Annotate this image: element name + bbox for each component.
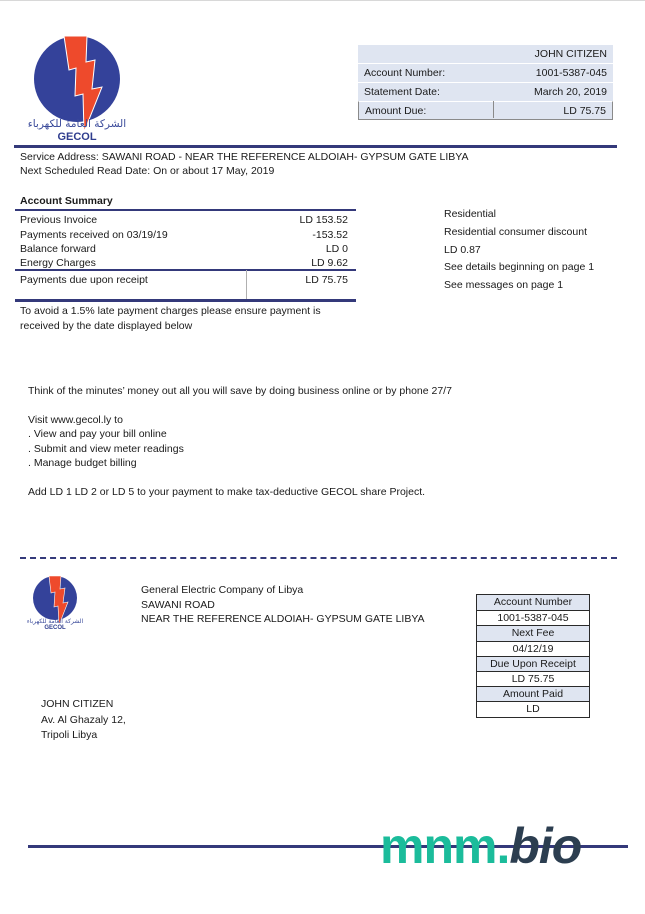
- payment-stub-box: [476, 594, 590, 718]
- late-notice-line-2: received by the date displayed below: [20, 320, 193, 332]
- next-read-date: Next Scheduled Read Date: On or about 17 May, 2019: [20, 165, 275, 177]
- statement-date-value: March 20, 2019: [534, 86, 607, 98]
- stub-due-label: Due Upon Receipt: [477, 656, 589, 671]
- stub-account-value: 1001-5387-045: [477, 610, 589, 625]
- gecol-logo-small: [28, 575, 88, 635]
- tear-off-line: [20, 557, 617, 559]
- promo-messages: [28, 384, 452, 500]
- stub-next-fee-value: 04/12/19: [477, 641, 589, 656]
- summary-row: [20, 228, 356, 243]
- rate-type: Residential: [444, 208, 496, 220]
- statement-date-label: Statement Date:: [364, 86, 440, 98]
- stub-next-fee-label: Next Fee: [477, 625, 589, 640]
- promo-bullet: . Submit and view meter readings: [28, 442, 184, 455]
- summary-label: Payments received on 03/19/19: [20, 228, 168, 241]
- account-type-info: [444, 206, 594, 295]
- stub-due-value: LD 75.75: [477, 671, 589, 686]
- amount-due-label: Amount Due:: [365, 105, 427, 117]
- stub-account-label: Account Number: [477, 595, 589, 610]
- account-number-value: 1001-5387-045: [535, 67, 607, 79]
- promo-bullet: . View and pay your bill online: [28, 428, 167, 441]
- stub-amount-paid-label: Amount Paid: [477, 686, 589, 701]
- logo-arabic-text: الشركة العامة للكهرباء: [26, 618, 84, 625]
- promo-visit-link[interactable]: Visit www.gecol.ly to: [28, 413, 123, 426]
- logo-gecol-text: GECOL: [57, 131, 97, 143]
- header-divider: [14, 145, 617, 148]
- promo-online-text: Think of the minutes’ money out all you will save by doing business online or by phone 27/7: [28, 385, 452, 397]
- messages-reference: See messages on page 1: [444, 279, 564, 292]
- summary-value: LD 153.52: [299, 214, 348, 226]
- summary-value: LD 9.62: [311, 256, 348, 269]
- summary-label: Energy Charges: [20, 256, 96, 269]
- summary-value: -153.52: [312, 228, 348, 241]
- summary-mid-rule: [15, 269, 356, 271]
- discount-amount: LD 0.87: [444, 243, 481, 256]
- customer-mailing-address: [41, 697, 126, 744]
- watermark-part1: mnm.: [380, 818, 510, 874]
- summary-total-row: [20, 273, 356, 288]
- summary-value: LD 0: [325, 243, 348, 255]
- watermark-part2: bio: [509, 818, 582, 874]
- account-header-box: [358, 44, 613, 120]
- account-summary: [20, 194, 356, 332]
- company-name: General Electric Company of Libya: [141, 584, 304, 596]
- summary-label: Previous Invoice: [20, 214, 98, 226]
- customer-street: Av. Al Ghazaly 12,: [41, 713, 126, 726]
- summary-row: [20, 257, 356, 269]
- promo-share-text: Add LD 1 LD 2 or LD 5 to your payment to make tax-deductive GECOL share Project.: [28, 485, 426, 498]
- summary-row: [20, 213, 356, 228]
- stub-amount-paid-value: LD: [477, 701, 589, 716]
- account-number-label: Account Number:: [364, 67, 446, 79]
- account-summary-title: Account Summary: [20, 195, 113, 207]
- summary-total-label: Payments due upon receipt: [20, 273, 148, 286]
- company-address: [141, 583, 425, 627]
- company-location: NEAR THE REFERENCE ALDOIAH- GYPSUM GATE LIBYA: [141, 613, 425, 626]
- late-notice-line-1: To avoid a 1.5% late payment charges please ensure payment is: [20, 305, 321, 317]
- summary-vertical-divider: [246, 270, 247, 300]
- watermark: [380, 818, 581, 874]
- customer-city: Tripoli Libya: [41, 729, 98, 742]
- service-address: Service Address: SAWANI ROAD - NEAR THE REFERENCE ALDOIAH- GYPSUM GATE LIBYA: [20, 151, 469, 163]
- gecol-logo: [24, 34, 134, 144]
- summary-label: Balance forward: [20, 243, 96, 255]
- discount-type: Residential consumer discount: [444, 225, 587, 238]
- logo-gecol-text: GECOL: [44, 625, 66, 631]
- details-reference: See details beginning on page 1: [444, 261, 595, 274]
- summary-bottom-rule: [15, 299, 356, 302]
- customer-name-mailing: JOHN CITIZEN: [41, 698, 114, 710]
- summary-row: [20, 242, 356, 257]
- promo-bullet: . Manage budget billing: [28, 457, 137, 470]
- account-number-row: [358, 63, 613, 82]
- summary-total-value: LD 75.75: [305, 273, 348, 286]
- logo-arabic-text: الشركة العامة للكهرباء: [27, 118, 127, 130]
- statement-date-row: [358, 82, 613, 101]
- amount-due-divider: [493, 101, 494, 118]
- summary-top-rule: [15, 209, 356, 211]
- customer-name-row: [358, 44, 613, 63]
- company-street: SAWANI ROAD: [141, 598, 215, 611]
- page-top-border: [0, 0, 645, 1]
- customer-name: JOHN CITIZEN: [534, 48, 607, 60]
- amount-due-value: LD 75.75: [563, 105, 606, 117]
- amount-due-row: [358, 101, 613, 120]
